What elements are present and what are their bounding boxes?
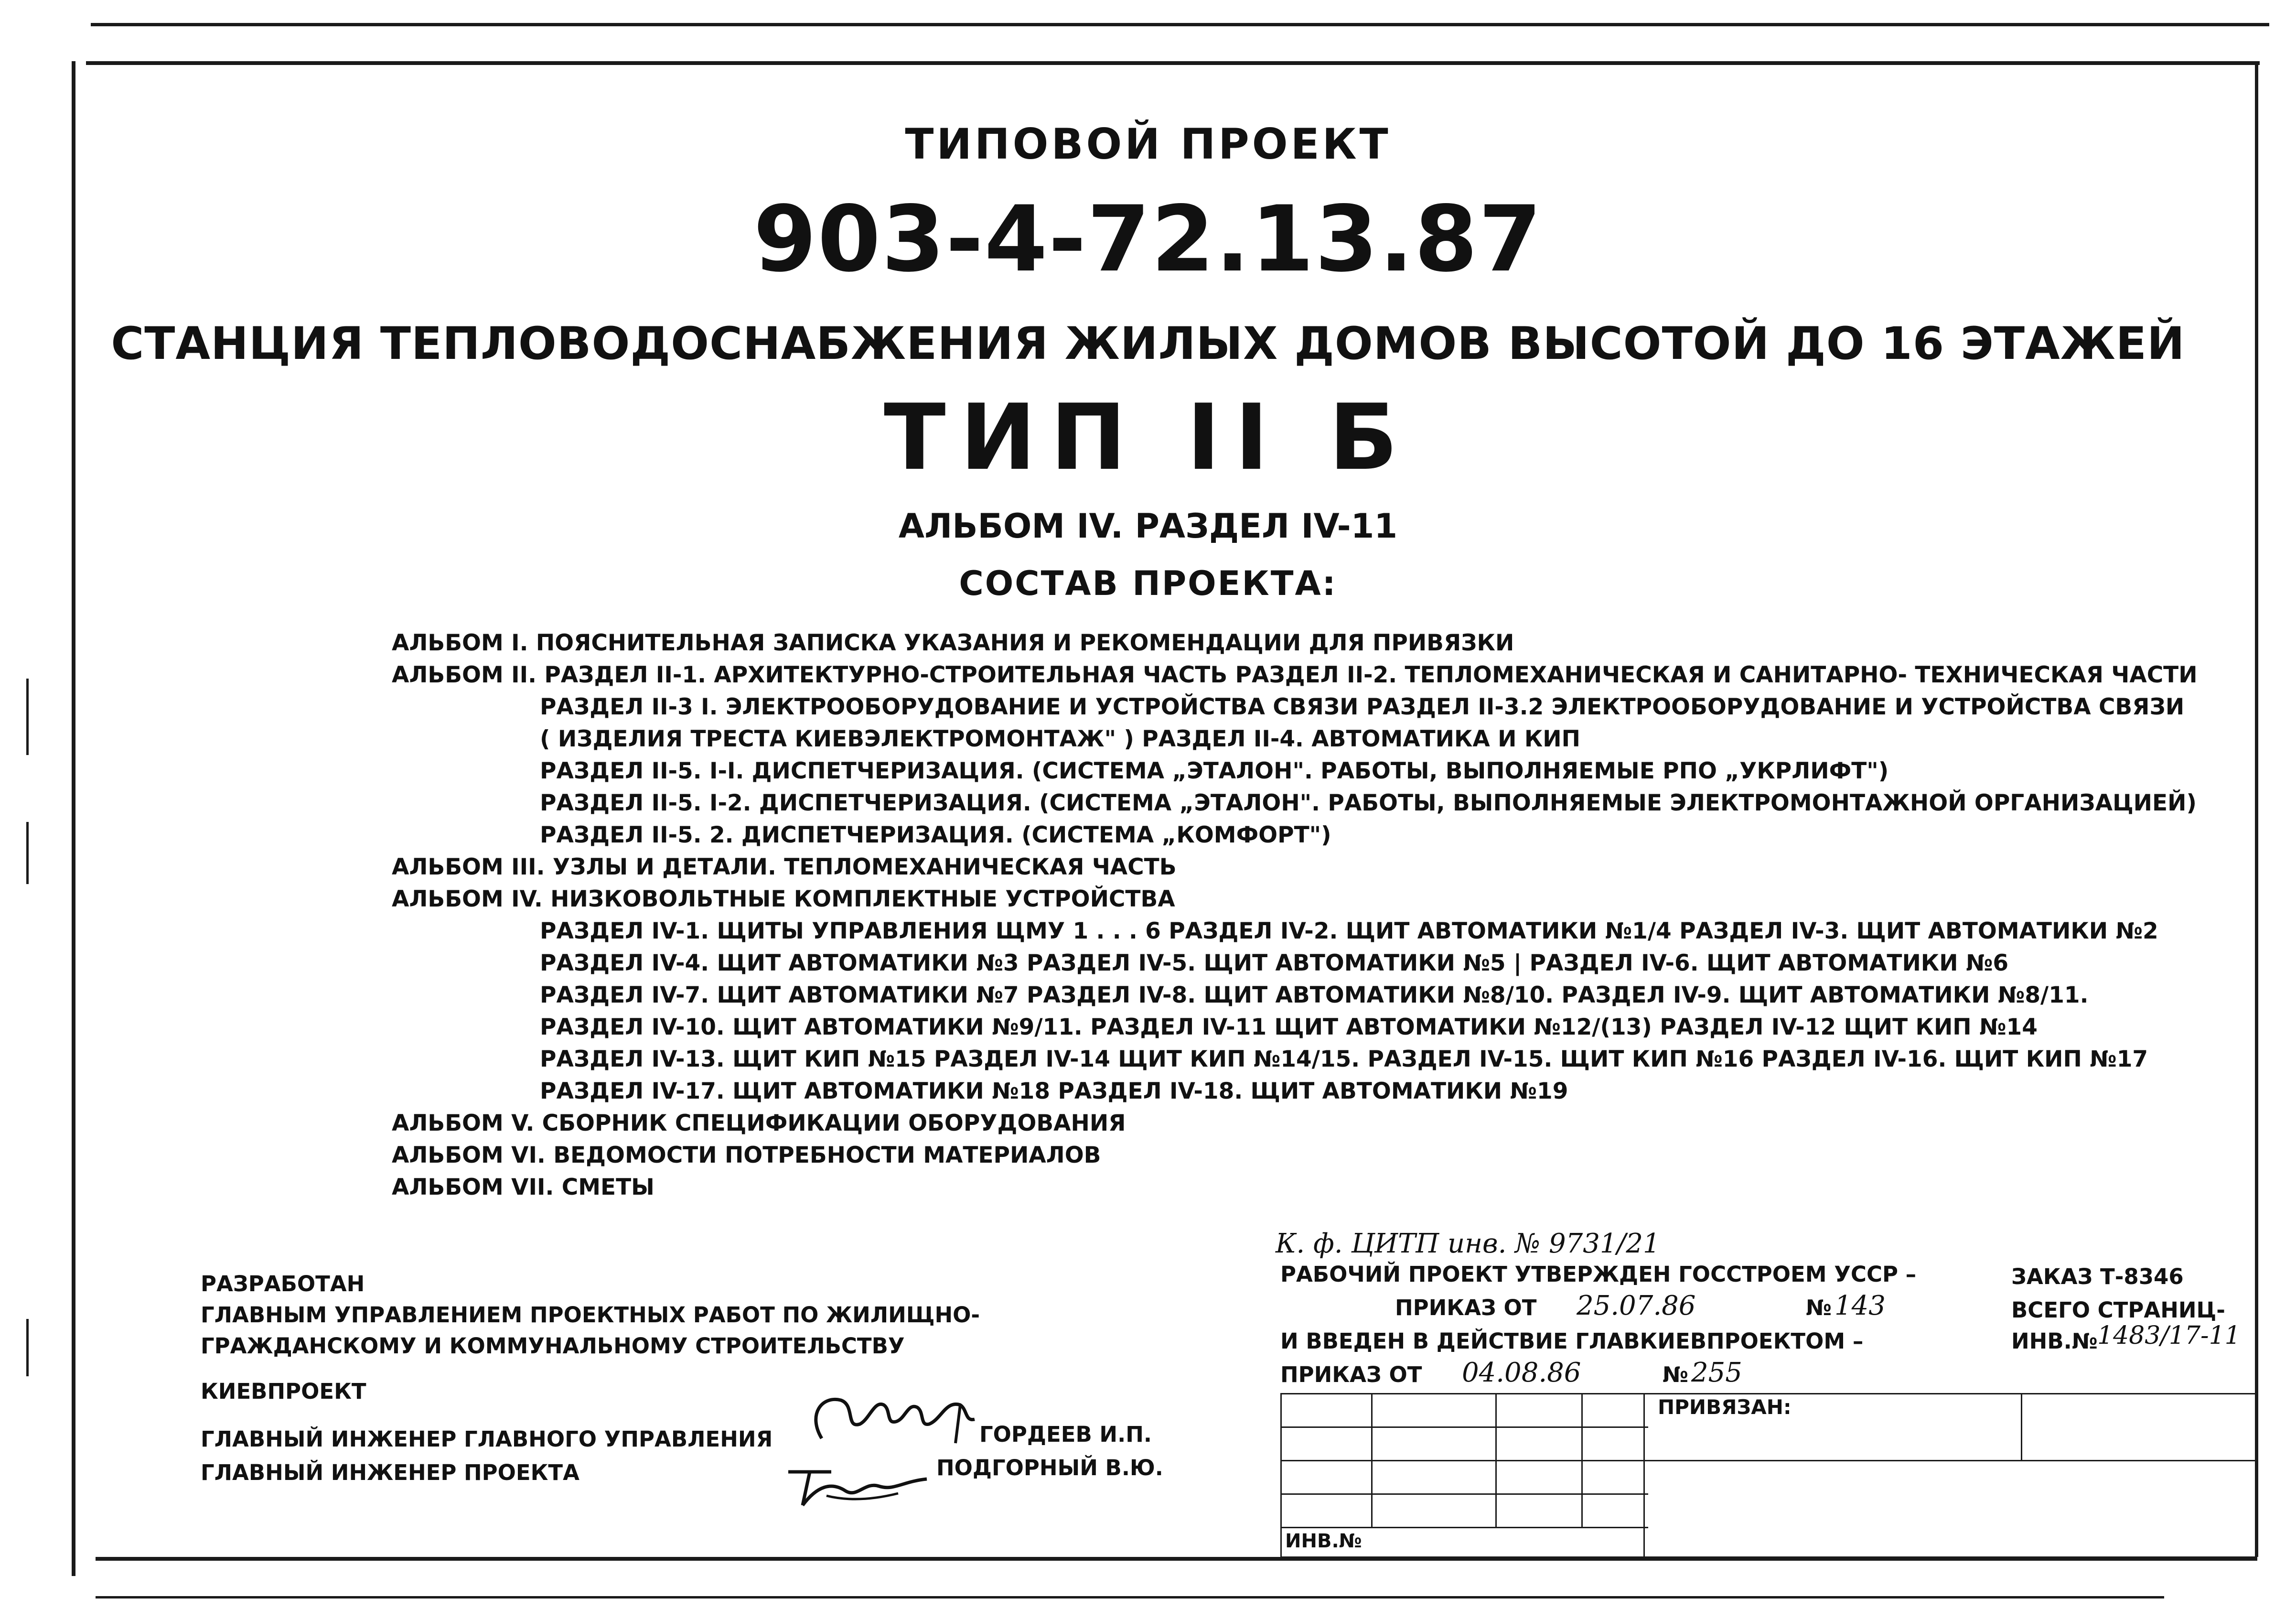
approval-order2-no-label: № [1663, 1362, 1689, 1387]
chief-engineer-name: ГОРДЕЕВ И.П. [979, 1422, 1152, 1447]
developer-org-line2: ГРАЖДАНСКОМУ И КОММУНАЛЬНОМУ СТРОИТЕЛЬСТВУ [201, 1333, 905, 1359]
project-number: 903-4-72.13.87 [753, 186, 1543, 292]
project-engineer-title: ГЛАВНЫЙ ИНЖЕНЕР ПРОЕКТА [201, 1460, 579, 1485]
margin-tick-2 [26, 822, 29, 884]
composition-line: РАЗДЕЛ IV-13. ЩИТ КИП №15 РАЗДЕЛ IV-14 ЩИТ КИП №14/15. РАЗДЕЛ IV-15. ЩИТ КИП №16 РАЗДЕЛ IV-16. ЩИТ КИП №17 [540, 1046, 2148, 1072]
composition-line: АЛЬБОМ II. РАЗДЕЛ II-1. АРХИТЕКТУРНО-СТРОИТЕЛЬНАЯ ЧАСТЬ РАЗДЕЛ II-2. ТЕПЛОМЕХАНИЧЕСКАЯ И САНИТАРНО- ТЕХНИЧЕСКАЯ ЧАСТИ [392, 662, 2198, 688]
composition-line: АЛЬБОМ VI. ВЕДОМОСТИ ПОТРЕБНОСТИ МАТЕРИАЛОВ [392, 1142, 1101, 1168]
composition-line: РАЗДЕЛ IV-4. ЩИТ АВТОМАТИКИ №3 РАЗДЕЛ IV-5. ЩИТ АВТОМАТИКИ №5 | РАЗДЕЛ IV-6. ЩИТ АВТОМАТИКИ №6 [540, 950, 2009, 976]
approval-order2-date: 04.08.86 [1462, 1357, 1581, 1388]
handwritten-inventory: К. ф. ЦИТП инв. № 9731/21 [1276, 1228, 1660, 1259]
composition-line: РАЗДЕЛ IV-10. ЩИТ АВТОМАТИКИ №9/11. РАЗДЕЛ IV-11 ЩИТ АВТОМАТИКИ №12/(13) РАЗДЕЛ IV-12 ЩИТ КИП №14 [540, 1014, 2038, 1040]
composition-heading: СОСТАВ ПРОЕКТА: [959, 564, 1337, 603]
bottom-border-outer [96, 1596, 2164, 1598]
approval-order1-no: 143 [1835, 1290, 1886, 1321]
margin-tick-1 [26, 679, 29, 755]
inventory-label: ИНВ.№ [2011, 1328, 2098, 1354]
inventory-value: 1483/17-11 [2097, 1321, 2241, 1350]
approval-order2-label: ПРИКАЗ ОТ [1280, 1362, 1422, 1387]
order-number: ЗАКАЗ Т-8346 [2011, 1264, 2184, 1289]
project-engineer-signature [774, 1453, 946, 1515]
developer-heading: РАЗРАБОТАН [201, 1271, 365, 1296]
stamp-inv-label: ИНВ.№ [1285, 1530, 1362, 1552]
project-title: СТАНЦИЯ ТЕПЛОВОДОСНАБЖЕНИЯ ЖИЛЫХ ДОМОВ ВЫСОТОЙ ДО 16 ЭТАЖЕЙ [111, 318, 2185, 370]
composition-line: ( ИЗДЕЛИЯ ТРЕСТА КИЕВЭЛЕКТРОМОНТАЖ" ) РАЗДЕЛ II-4. АВТОМАТИКА И КИП [540, 726, 1580, 752]
composition-line: РАЗДЕЛ IV-7. ЩИТ АВТОМАТИКИ №7 РАЗДЕЛ IV-8. ЩИТ АВТОМАТИКИ №8/10. РАЗДЕЛ IV-9. ЩИТ АВТОМАТИКИ №8/11. [540, 982, 2089, 1008]
composition-line: АЛЬБОМ III. УЗЛЫ И ДЕТАЛИ. ТЕПЛОМЕХАНИЧЕСКАЯ ЧАСТЬ [392, 854, 1177, 880]
developer-institute: КИЕВПРОЕКТ [201, 1379, 366, 1404]
composition-line: РАЗДЕЛ II-5. I-2. ДИСПЕТЧЕРИЗАЦИЯ. (СИСТЕМА „ЭТАЛОН". РАБОТЫ, ВЫПОЛНЯЕМЫЕ ЭЛЕКТРОМОНТАЖНОЙ ОРГАНИЗАЦИЕЙ) [540, 790, 2197, 816]
stamp-bound-label: ПРИВЯЗАН: [1658, 1395, 1792, 1419]
pages-total: ВСЕГО СТРАНИЦ- [2011, 1297, 2225, 1323]
composition-line: РАЗДЕЛ II-5. 2. ДИСПЕТЧЕРИЗАЦИЯ. (СИСТЕМА „КОМФОРТ") [540, 822, 1331, 848]
chief-signature [803, 1386, 994, 1453]
composition-line: АЛЬБОМ I. ПОЯСНИТЕЛЬНАЯ ЗАПИСКА УКАЗАНИЯ И РЕКОМЕНДАЦИИ ДЛЯ ПРИВЯЗКИ [392, 630, 1514, 656]
developer-org-line1: ГЛАВНЫМ УПРАВЛЕНИЕМ ПРОЕКТНЫХ РАБОТ ПО ЖИЛИЩНО- [201, 1302, 980, 1328]
approval-order1-date: 25.07.86 [1577, 1290, 1696, 1321]
project-type-label: ТИПОВОЙ ПРОЕКТ [905, 119, 1391, 169]
approval-order1-no-label: № [1806, 1295, 1832, 1320]
composition-line: АЛЬБОМ V. СБОРНИК СПЕЦИФИКАЦИИ ОБОРУДОВАНИЯ [392, 1110, 1126, 1136]
approval-order2-no: 255 [1691, 1357, 1742, 1388]
top-border-outer [91, 23, 2269, 26]
top-border [86, 61, 2260, 65]
composition-line: АЛЬБОМ VII. СМЕТЫ [392, 1174, 654, 1200]
project-engineer-name: ПОДГОРНЫЙ В.Ю. [936, 1455, 1163, 1480]
composition-line: РАЗДЕЛ IV-17. ЩИТ АВТОМАТИКИ №18 РАЗДЕЛ IV-18. ЩИТ АВТОМАТИКИ №19 [540, 1078, 1568, 1104]
approval-order1-label: ПРИКАЗ ОТ [1395, 1295, 1537, 1320]
approval-line1: РАБОЧИЙ ПРОЕКТ УТВЕРЖДЕН ГОССТРОЕМ УССР – [1280, 1262, 1917, 1287]
composition-line: АЛЬБОМ IV. НИЗКОВОЛЬТНЫЕ КОМПЛЕКТНЫЕ УСТРОЙСТВА [392, 886, 1175, 912]
composition-line: РАЗДЕЛ II-5. I-I. ДИСПЕТЧЕРИЗАЦИЯ. (СИСТЕМА „ЭТАЛОН". РАБОТЫ, ВЫПОЛНЯЕМЫЕ РПО „УКРЛИФТ") [540, 758, 1889, 784]
approval-line2: И ВВЕДЕН В ДЕЙСТВИЕ ГЛАВКИЕВПРОЕКТОМ – [1280, 1328, 1864, 1354]
composition-line: РАЗДЕЛ II-3 I. ЭЛЕКТРООБОРУДОВАНИЕ И УСТРОЙСТВА СВЯЗИ РАЗДЕЛ II-3.2 ЭЛЕКТРООБОРУДОВАНИЕ И УСТРОЙСТВА СВЯЗИ [540, 694, 2185, 720]
chief-engineer-title: ГЛАВНЫЙ ИНЖЕНЕР ГЛАВНОГО УПРАВЛЕНИЯ [201, 1426, 773, 1452]
album-section: АЛЬБОМ IV. РАЗДЕЛ IV-11 [898, 507, 1398, 546]
composition-line: РАЗДЕЛ IV-1. ЩИТЫ УПРАВЛЕНИЯ ЩМУ 1 . . . 6 РАЗДЕЛ IV-2. ЩИТ АВТОМАТИКИ №1/4 РАЗДЕЛ IV-3. ЩИТ АВТОМАТИКИ №2 [540, 918, 2158, 944]
project-type: ТИП II Б [883, 385, 1413, 490]
margin-tick-3 [26, 1319, 29, 1376]
